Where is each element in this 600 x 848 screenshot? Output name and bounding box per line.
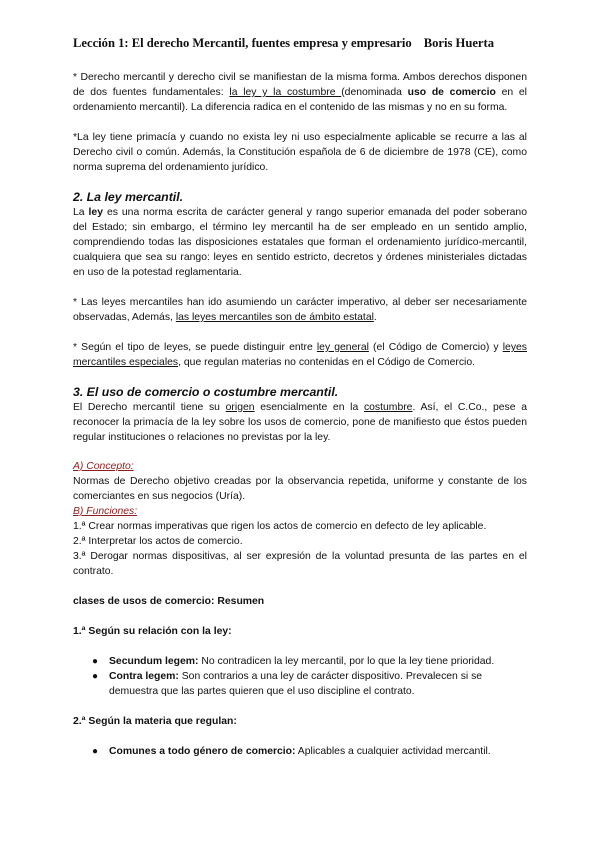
bold-term: Comunes a todo género de comercio: <box>109 746 296 757</box>
lesson-title: Lección 1: El derecho Mercantil, fuentes empresa y empresario <box>73 36 412 50</box>
text-span: El Derecho mercantil tiene su <box>73 402 226 413</box>
bold-text: ley <box>88 207 103 218</box>
intro-paragraph-2: *La ley tiene primacía y cuando no exista ley ni uso especialmente aplicable se recurre a las al Derecho civil o común. Además, la Constitución española de 6 de diciembre de 1978 (CE), como norma suprema del ordenamiento jurídico. <box>73 132 527 173</box>
item-text: Aplicables a cualquier actividad mercantil. <box>295 746 491 757</box>
list-item <box>92 654 527 669</box>
function-item: 1.ª Crear normas imperativas que rigen los actos de comercio en defecto de ley aplicable. <box>73 521 487 532</box>
text-span: * Según el tipo de leyes, se puede distinguir entre <box>73 342 317 353</box>
item-text: No contradicen la ley mercantil, por lo que la ley tiene prioridad. <box>198 656 495 667</box>
group-2-heading: 2.ª Según la materia que regulan: <box>73 716 237 727</box>
function-item: 3.ª Derogar normas dispositivas, al ser expresión de la voluntad presunta de las partes en el contrato. <box>73 551 527 577</box>
text-span: (el Código de Comercio) y <box>368 342 503 353</box>
text-span: (denominada <box>341 87 408 98</box>
list-item <box>92 744 527 759</box>
underlined-text: origen <box>225 402 255 413</box>
bold-term: Secundum legem: <box>109 656 199 667</box>
summary-heading: clases de usos de comercio: Resumen <box>73 596 265 607</box>
underlined-text: leyes mercantiles especiales <box>73 342 527 368</box>
text-span: * Derecho mercantil y derecho civil se manifiestan de la misma forma. Ambos derechos disponen de dos fuentes fundamentales: <box>73 72 527 98</box>
section-3-heading: 3. El uso de comercio o costumbre mercantil. <box>73 385 339 399</box>
text-span: . <box>373 312 377 323</box>
bold-text: uso de comercio <box>407 87 496 98</box>
section-2-paragraph-2 <box>73 295 527 325</box>
section-2-paragraph-3 <box>73 340 527 370</box>
text-span: en el ordenamiento mercantil). La diferencia radica en el contenido de las mismas y no en su forma. <box>73 87 527 113</box>
functions-label: B) Funciones: <box>73 506 138 517</box>
concept-label: A) Concepto: <box>73 461 134 472</box>
bold-term: Contra legem: <box>109 671 179 682</box>
section-2-heading: 2. La ley mercantil. <box>73 190 184 204</box>
function-item: 2.ª Interpretar los actos de comercio. <box>73 536 243 547</box>
author-name: Boris Huerta <box>423 36 494 50</box>
underlined-text: la ley y la costumbre <box>229 87 342 98</box>
bullet-icon: ● <box>92 656 99 667</box>
item-text: Son contrarios a una ley de carácter dispositivo. Prevalecen si se demuestra que las partes quieren que el uso discipline el contrato. <box>109 671 483 697</box>
group-1-heading: 1.ª Según su relación con la ley: <box>73 626 232 637</box>
group-2-list <box>73 744 527 759</box>
bullet-icon: ● <box>92 746 99 757</box>
concept-text: Normas de Derecho objetivo creadas por la observancia repetida, uniforme y constante de los comerciantes en sus negocios (Uría). <box>73 476 527 502</box>
text-span: . Así, el C.Co., pese a reconocer la primacía de la ley sobre los usos de comercio, pone de manifiesto que éstos pueden regular instituciones o relaciones no previstas por la ley. <box>73 402 527 443</box>
group-1-list <box>73 654 527 699</box>
text-span: , que regulan materias no contenidas en el Código de Comercio. <box>178 357 475 368</box>
text-span: La <box>73 207 89 218</box>
underlined-text: las leyes mercantiles son de ámbito estatal <box>175 312 374 323</box>
section-3-paragraph-1 <box>73 400 527 445</box>
text-span: esencialmente en la <box>254 402 364 413</box>
text-span: es una norma escrita de carácter general y rango superior emanada del poder soberano del Estado; sin embargo, el término ley mercantil ha de ser empleado en un sentido amplio, comprendiendo todas las disposiciones estatales que forman el ordenamiento jurídico-mercantil, cualquiera que sea su rango: leyes en sentido estricto, decretos y órdenes ministeriales dictadas en uso de la potestad reglamentaria. <box>73 207 527 278</box>
intro-paragraph-1 <box>73 70 527 115</box>
underlined-text: ley general <box>316 342 369 353</box>
text-span: * Las leyes mercantiles han ido asumiendo un carácter imperativo, al deber ser necesariamente observadas, Además, <box>73 297 527 323</box>
section-2-paragraph-1 <box>73 205 527 280</box>
bullet-icon: ● <box>92 671 99 682</box>
list-item <box>92 669 527 699</box>
document-title <box>73 36 527 51</box>
underlined-text: costumbre <box>363 402 413 413</box>
